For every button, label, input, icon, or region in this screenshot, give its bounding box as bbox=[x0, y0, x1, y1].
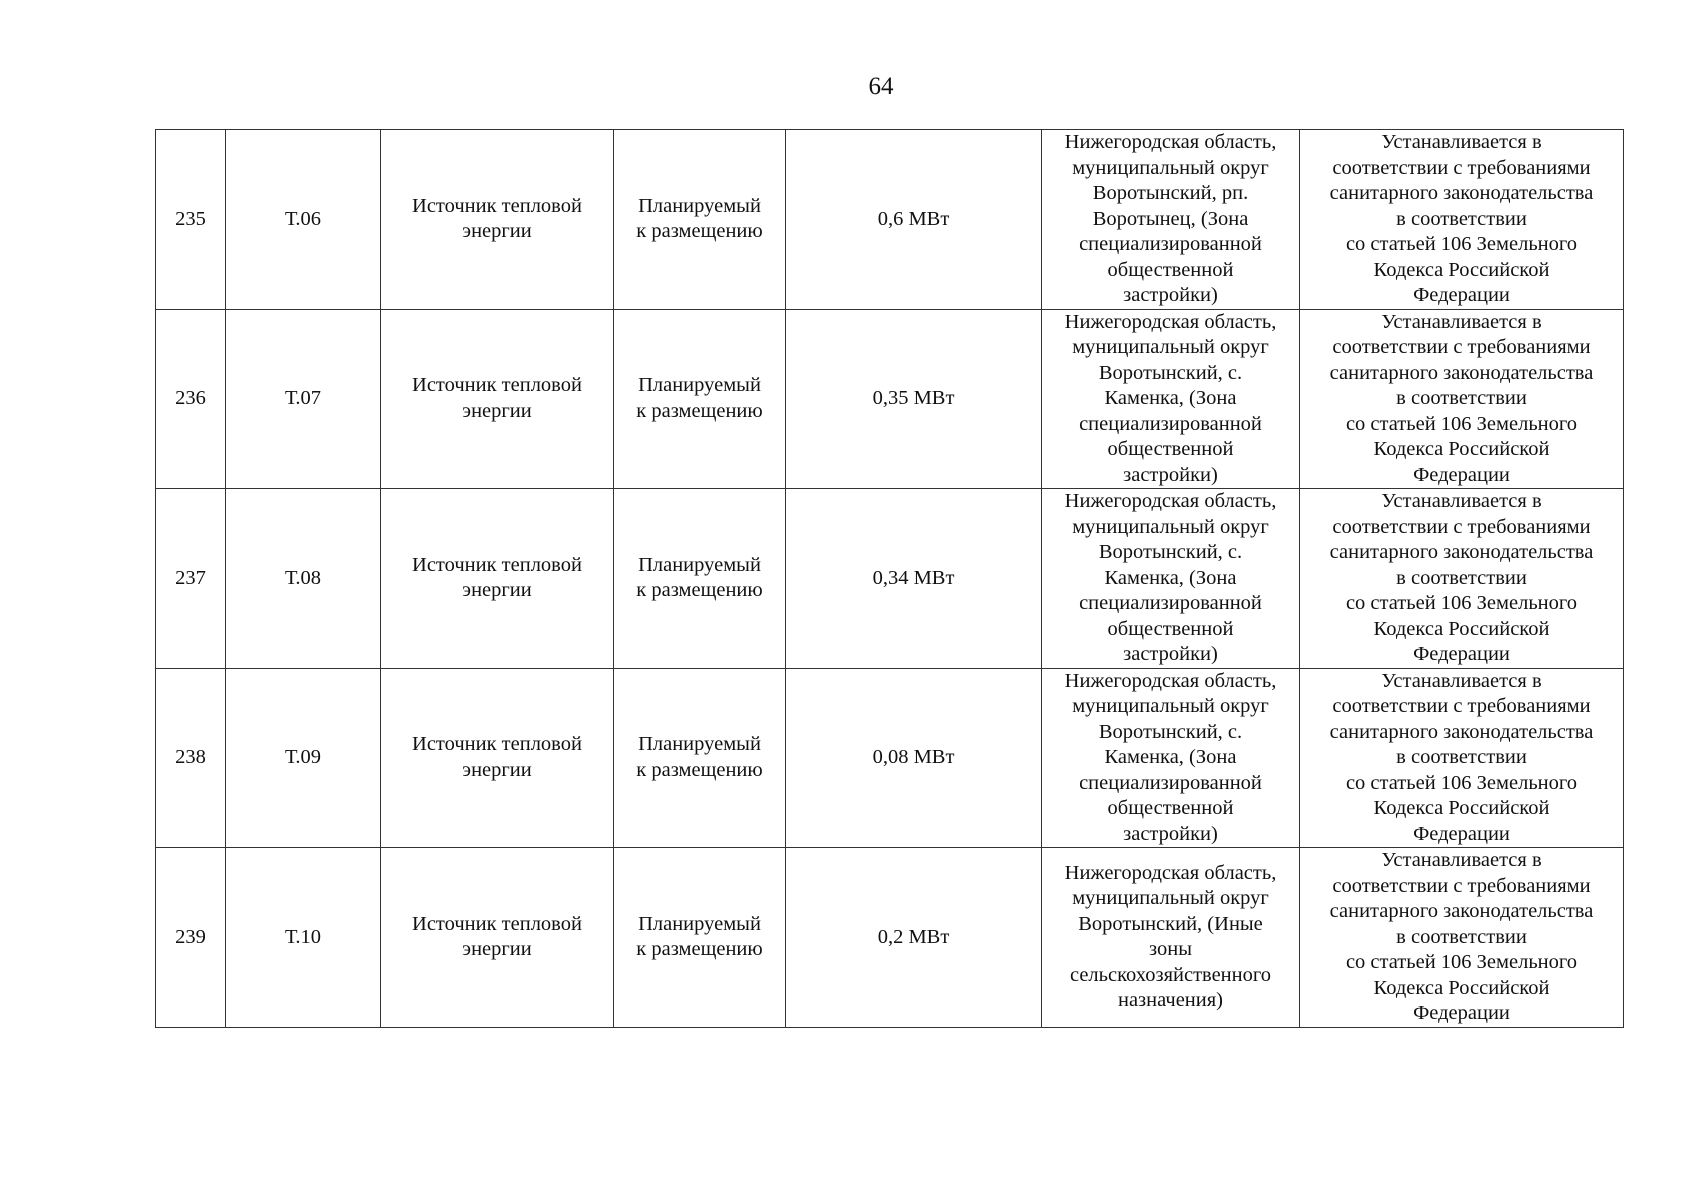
object-code: Т.10 bbox=[226, 848, 381, 1028]
object-location: Нижегородская область, муниципальный округ Воротынский, с. Каменка, (Зона специализированной общественной застройки) bbox=[1042, 489, 1300, 669]
object-status: Планируемый к размещению bbox=[614, 668, 786, 848]
object-location: Нижегородская область, муниципальный округ Воротынский, с. Каменка, (Зона специализированной общественной застройки) bbox=[1042, 309, 1300, 489]
object-capacity: 0,2 МВт bbox=[786, 848, 1042, 1028]
object-code: Т.07 bbox=[226, 309, 381, 489]
table-row bbox=[156, 668, 1624, 848]
table-row bbox=[156, 489, 1624, 669]
object-code: Т.06 bbox=[226, 130, 381, 310]
object-name: Источник тепловой энергии bbox=[381, 309, 614, 489]
row-number: 239 bbox=[156, 848, 226, 1028]
row-number: 237 bbox=[156, 489, 226, 669]
row-number: 235 bbox=[156, 130, 226, 310]
object-status: Планируемый к размещению bbox=[614, 848, 786, 1028]
protection-zone: Устанавливается в соответствии с требованиями санитарного законодательства в соответствии со статьей 106 Земельного Кодекса Российской Федерации bbox=[1300, 848, 1624, 1028]
object-status: Планируемый к размещению bbox=[614, 489, 786, 669]
page-number: 64 bbox=[868, 73, 894, 100]
object-code: Т.08 bbox=[226, 489, 381, 669]
object-name: Источник тепловой энергии bbox=[381, 848, 614, 1028]
object-location: Нижегородская область, муниципальный округ Воротынский, с. Каменка, (Зона специализированной общественной застройки) bbox=[1042, 668, 1300, 848]
object-capacity: 0,6 МВт bbox=[786, 130, 1042, 310]
object-location: Нижегородская область, муниципальный округ Воротынский, (Иные зоны сельскохозяйственного назначения) bbox=[1042, 848, 1300, 1028]
table-row bbox=[156, 848, 1624, 1028]
object-code: Т.09 bbox=[226, 668, 381, 848]
object-status: Планируемый к размещению bbox=[614, 309, 786, 489]
object-name: Источник тепловой энергии bbox=[381, 489, 614, 669]
row-number: 238 bbox=[156, 668, 226, 848]
object-name: Источник тепловой энергии bbox=[381, 668, 614, 848]
row-number: 236 bbox=[156, 309, 226, 489]
object-capacity: 0,35 МВт bbox=[786, 309, 1042, 489]
protection-zone: Устанавливается в соответствии с требованиями санитарного законодательства в соответствии со статьей 106 Земельного Кодекса Российской Федерации bbox=[1300, 309, 1624, 489]
objects-table bbox=[155, 129, 1624, 1028]
table-row bbox=[156, 130, 1624, 310]
object-capacity: 0,34 МВт bbox=[786, 489, 1042, 669]
protection-zone: Устанавливается в соответствии с требованиями санитарного законодательства в соответствии со статьей 106 Земельного Кодекса Российской Федерации bbox=[1300, 668, 1624, 848]
object-location: Нижегородская область, муниципальный округ Воротынский, рп. Воротынец, (Зона специализированной общественной застройки) bbox=[1042, 130, 1300, 310]
protection-zone: Устанавливается в соответствии с требованиями санитарного законодательства в соответствии со статьей 106 Земельного Кодекса Российской Федерации bbox=[1300, 489, 1624, 669]
object-capacity: 0,08 МВт bbox=[786, 668, 1042, 848]
object-name: Источник тепловой энергии bbox=[381, 130, 614, 310]
protection-zone: Устанавливается в соответствии с требованиями санитарного законодательства в соответствии со статьей 106 Земельного Кодекса Российской Федерации bbox=[1300, 130, 1624, 310]
table-row bbox=[156, 309, 1624, 489]
object-status: Планируемый к размещению bbox=[614, 130, 786, 310]
